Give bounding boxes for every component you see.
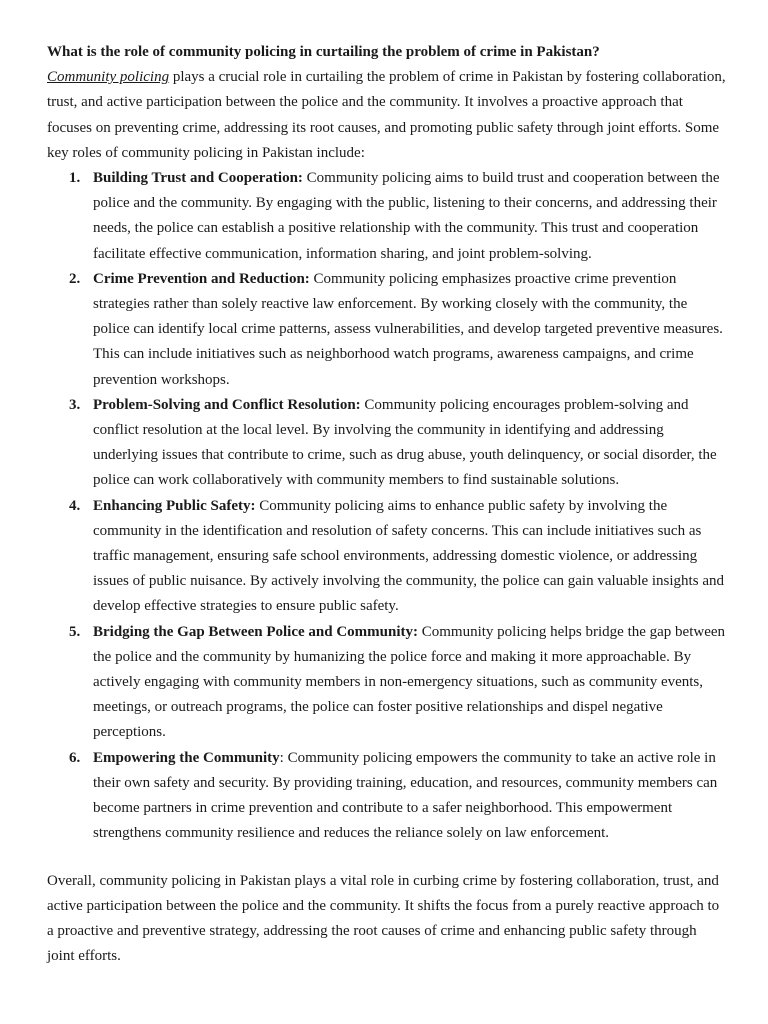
intro-text: plays a crucial role in curtailing the problem of crime in Pakistan by fostering collaboration, trust, and active participation between the police and the community. It involves a proactive approach that focuses on preventing crime, addressing its root causes, and promoting public safety through joint efforts. Some key roles of community policing in Pakistan include: <box>47 69 726 161</box>
conclusion-paragraph: Overall, community policing in Pakistan plays a vital role in curbing crime by fostering collaboration, trust, and active participation between the police and the community. It shifts the focus from a purely reactive approach to a proactive and preventive strategy, addressing the root causes of crime and enhancing public safety through joint efforts. <box>47 872 720 965</box>
list-item-heading: Building Trust and Cooperation: <box>93 170 303 187</box>
list-item-heading: Enhancing Public Safety: <box>93 497 256 514</box>
list-item-body: Community policing aims to enhance public safety by involving the community in the identification and resolution of safety concerns. This can include initiatives such as traffic management, ensuring safe school environments, addressing domestic violence, or addressing issues of public nuisance. By actively involving the community, the police can gain valuable insights and develop effective strategies to ensure public safety. <box>93 497 724 615</box>
list-item-heading: Problem-Solving and Conflict Resolution: <box>93 396 361 413</box>
list-item-number: 4. <box>69 497 81 514</box>
list-item-body: Community policing emphasizes proactive crime prevention strategies rather than solely reactive law enforcement. By working closely with the community, the police can identify local crime patterns, assess vulnerabilities, and develop targeted preventive measures. This can include initiatives such as neighborhood watch programs, awareness campaigns, and crime prevention workshops. <box>93 270 723 388</box>
list-item-heading: Crime Prevention and Reduction: <box>93 270 310 287</box>
list-item-heading: Empowering the Community <box>93 749 280 766</box>
roles-list <box>47 166 727 846</box>
intro-paragraph <box>47 65 727 166</box>
list-item <box>47 267 727 393</box>
list-item-number: 1. <box>69 170 81 187</box>
list-item-body: Community policing aims to build trust and cooperation between the police and the community. By engaging with the public, listening to their concerns, and addressing their needs, the police can establish a positive relationship with the community. This trust and cooperation facilitate effective communication, information sharing, and joint problem-solving. <box>93 170 720 262</box>
list-item <box>47 494 727 620</box>
list-item-body: : Community policing empowers the community to take an active role in their own safety and security. By providing training, education, and resources, community members can become partners in crime prevention and contribute to a safer neighborhood. This empowerment strengthens community resilience and reduces the reliance solely on law enforcement. <box>93 749 718 842</box>
list-item <box>47 620 727 746</box>
list-item-body: Community policing encourages problem-solving and conflict resolution at the local level. By involving the community in identifying and addressing underlying issues that contribute to crime, such as drug abuse, youth delinquency, or social disorder, the police can work collaboratively with community members to find sustainable solutions. <box>93 396 717 489</box>
list-item-number: 2. <box>69 270 81 287</box>
list-item-number: 3. <box>69 396 81 413</box>
list-item-number: 5. <box>69 623 81 640</box>
list-item <box>47 166 727 267</box>
list-item <box>47 393 727 494</box>
community-policing-link[interactable]: Community policing <box>47 69 170 86</box>
list-item <box>47 746 727 847</box>
question-heading: What is the role of community policing in curtailing the problem of crime in Pakistan? <box>47 44 600 60</box>
list-item-heading: Bridging the Gap Between Police and Community: <box>93 623 418 640</box>
document-page <box>47 40 727 969</box>
list-item-number: 6. <box>69 749 81 766</box>
list-item-body: Community policing helps bridge the gap between the police and the community by humanizing the police force and making it more approachable. By actively engaging with community members in non-emergency situations, such as community events, meetings, or outreach programs, the police can foster positive relationships and dispel negative perceptions. <box>93 623 726 741</box>
